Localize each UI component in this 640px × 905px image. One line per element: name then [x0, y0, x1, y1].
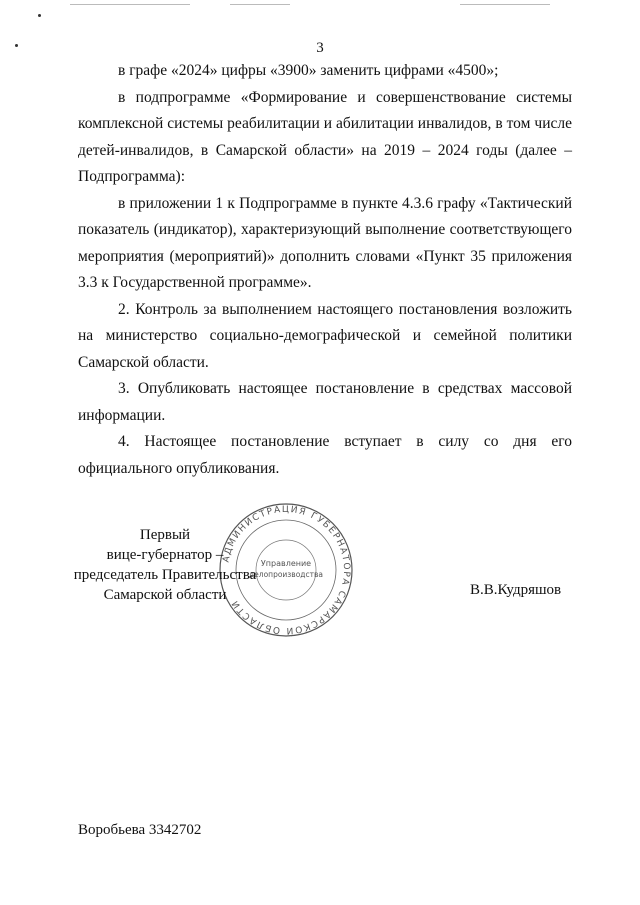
paragraph-6: 4. Настоящее постановление вступает в силу со дня его официального опубликования.	[78, 433, 572, 477]
seal-center-line-1: Управление	[260, 559, 312, 568]
paragraph-3: в приложении 1 к Подпрограмме в пункте 4.3.6 графу «Тактический показатель (индикатор), характеризующий выполнение соответствующего мероприятия (мероприятий)» дополнить словами «Пункт 35 приложения 3.3 к Государственной программе».	[78, 194, 572, 291]
scan-speck	[38, 14, 41, 17]
page-number: 3	[316, 40, 324, 56]
signatory-title-line: Самарской области	[103, 587, 227, 603]
paragraph-1: в графе «2024» цифры «3900» заменить цифрами «4500»;	[118, 62, 499, 79]
signatory-title-line: вице-губернатор –	[106, 547, 224, 563]
signatory-title-line: Первый	[139, 527, 191, 543]
paragraph-2: в подпрограмме «Формирование и совершенствование системы комплексной системы реабилитации и абилитации инвалидов, в том числе детей-инвалидов, в Самарской области» на 2019 – 2024 годы (далее – Подпрограмма):	[78, 88, 572, 185]
scan-edge-line	[230, 4, 290, 5]
signatory-title	[60, 525, 270, 605]
seal-center-line-2: делопроизводства	[248, 570, 324, 579]
scan-edge-line	[70, 4, 190, 5]
scan-edge-line	[460, 4, 550, 5]
signatory-name: В.В.Кудряшов	[470, 582, 562, 598]
seal-outer-text: АДМИНИСТРАЦИЯ ГУБЕРНАТОРА САМАРСКОЙ ОБЛАСТИ	[221, 504, 352, 636]
signatory-title-line: председатель Правительства	[73, 567, 257, 583]
executor-contact: Воробьева 3342702	[78, 822, 202, 838]
paragraph-4: 2. Контроль за выполнением настоящего постановления возложить на министерство социально-демографической и семейной политики Самарской области.	[78, 300, 572, 371]
document-body	[78, 58, 572, 482]
paragraph-5: 3. Опубликовать настоящее постановление в средствах массовой информации.	[78, 380, 572, 424]
